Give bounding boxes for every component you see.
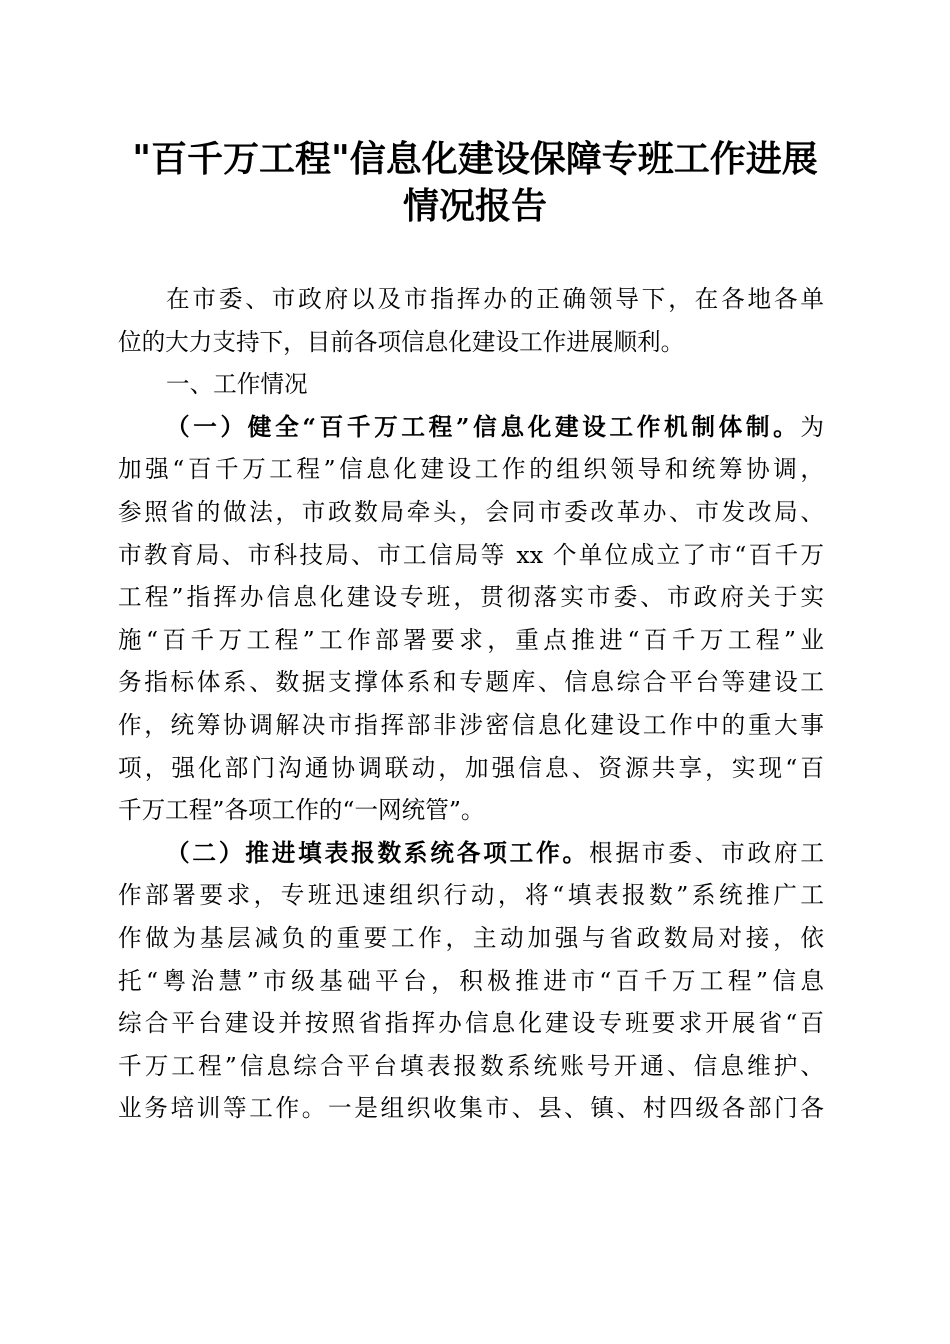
subsection-1-first-line — [118, 406, 824, 449]
title-line-1: "百千万工程"信息化建设保障专班工作进展 — [132, 138, 818, 180]
subsection-2-lead: （二）推进填表报数系统各项工作。 — [166, 838, 589, 867]
subsection-1-line: 项，强化部门沟通协调联动，加强信息、资源共享，实现“百 — [118, 753, 824, 782]
section-heading-work-status: 一、工作情况 — [166, 370, 308, 399]
subsection-2-first-line — [118, 832, 824, 875]
subsection-1-line: 施“百千万工程”工作部署要求，重点推进“百千万工程”业 — [118, 625, 824, 654]
subsection-1-line: 市教育局、市科技局、市工信局等 xx 个单位成立了市“百千万 — [118, 540, 824, 569]
subsection-1-line: 工程”指挥办信息化建设专班，贯彻落实市委、市政府关于实 — [118, 583, 824, 612]
subsection-1-line: 加强“百千万工程”信息化建设工作的组织领导和统筹协调， — [118, 455, 824, 484]
subsection-1-lead: （一）健全“百千万工程”信息化建设工作机制体制。 — [166, 412, 801, 441]
subsection-2-line: 综合平台建设并按照省指挥办信息化建设专班要求开展省“百 — [118, 1009, 824, 1038]
subsection-2-first-line-rest: 根据市委、市政府工 — [588, 838, 824, 867]
document-body — [118, 278, 824, 1130]
subsection-1-line: 参照省的做法，市政数局牵头，会同市委改革办、市发改局、 — [118, 497, 824, 526]
subsection-1-line: 作，统筹协调解决市指挥部非涉密信息化建设工作中的重大事 — [118, 710, 824, 739]
title-line-2: 情况报告 — [402, 185, 547, 227]
subsection-1-line: 务指标体系、数据支撑体系和专题库、信息综合平台等建设工 — [118, 668, 824, 697]
subsection-2-line: 作做为基层减负的重要工作，主动加强与省政数局对接，依 — [118, 923, 824, 952]
document-title — [118, 136, 832, 230]
subsection-2-line: 千万工程”信息综合平台填表报数系统账号开通、信息维护、 — [118, 1051, 824, 1080]
intro-line-1: 在市委、市政府以及市指挥办的正确领导下，在各地各单 — [166, 285, 824, 313]
subsection-1-line: 千万工程”各项工作的“一网统管”。 — [118, 796, 485, 825]
subsection-2-line: 作部署要求，专班迅速组织行动，将“填表报数”系统推广工 — [118, 881, 824, 910]
subsection-2-line: 业务培训等工作。一是组织收集市、县、镇、村四级各部门各 — [118, 1094, 824, 1123]
intro-line-2: 位的大力支持下，目前各项信息化建设工作进展顺利。 — [118, 327, 685, 356]
subsection-2-line: 托“粤治慧”市级基础平台，积极推进市“百千万工程”信息 — [118, 966, 824, 995]
subsection-1-first-line-rest: 为 — [800, 412, 824, 441]
